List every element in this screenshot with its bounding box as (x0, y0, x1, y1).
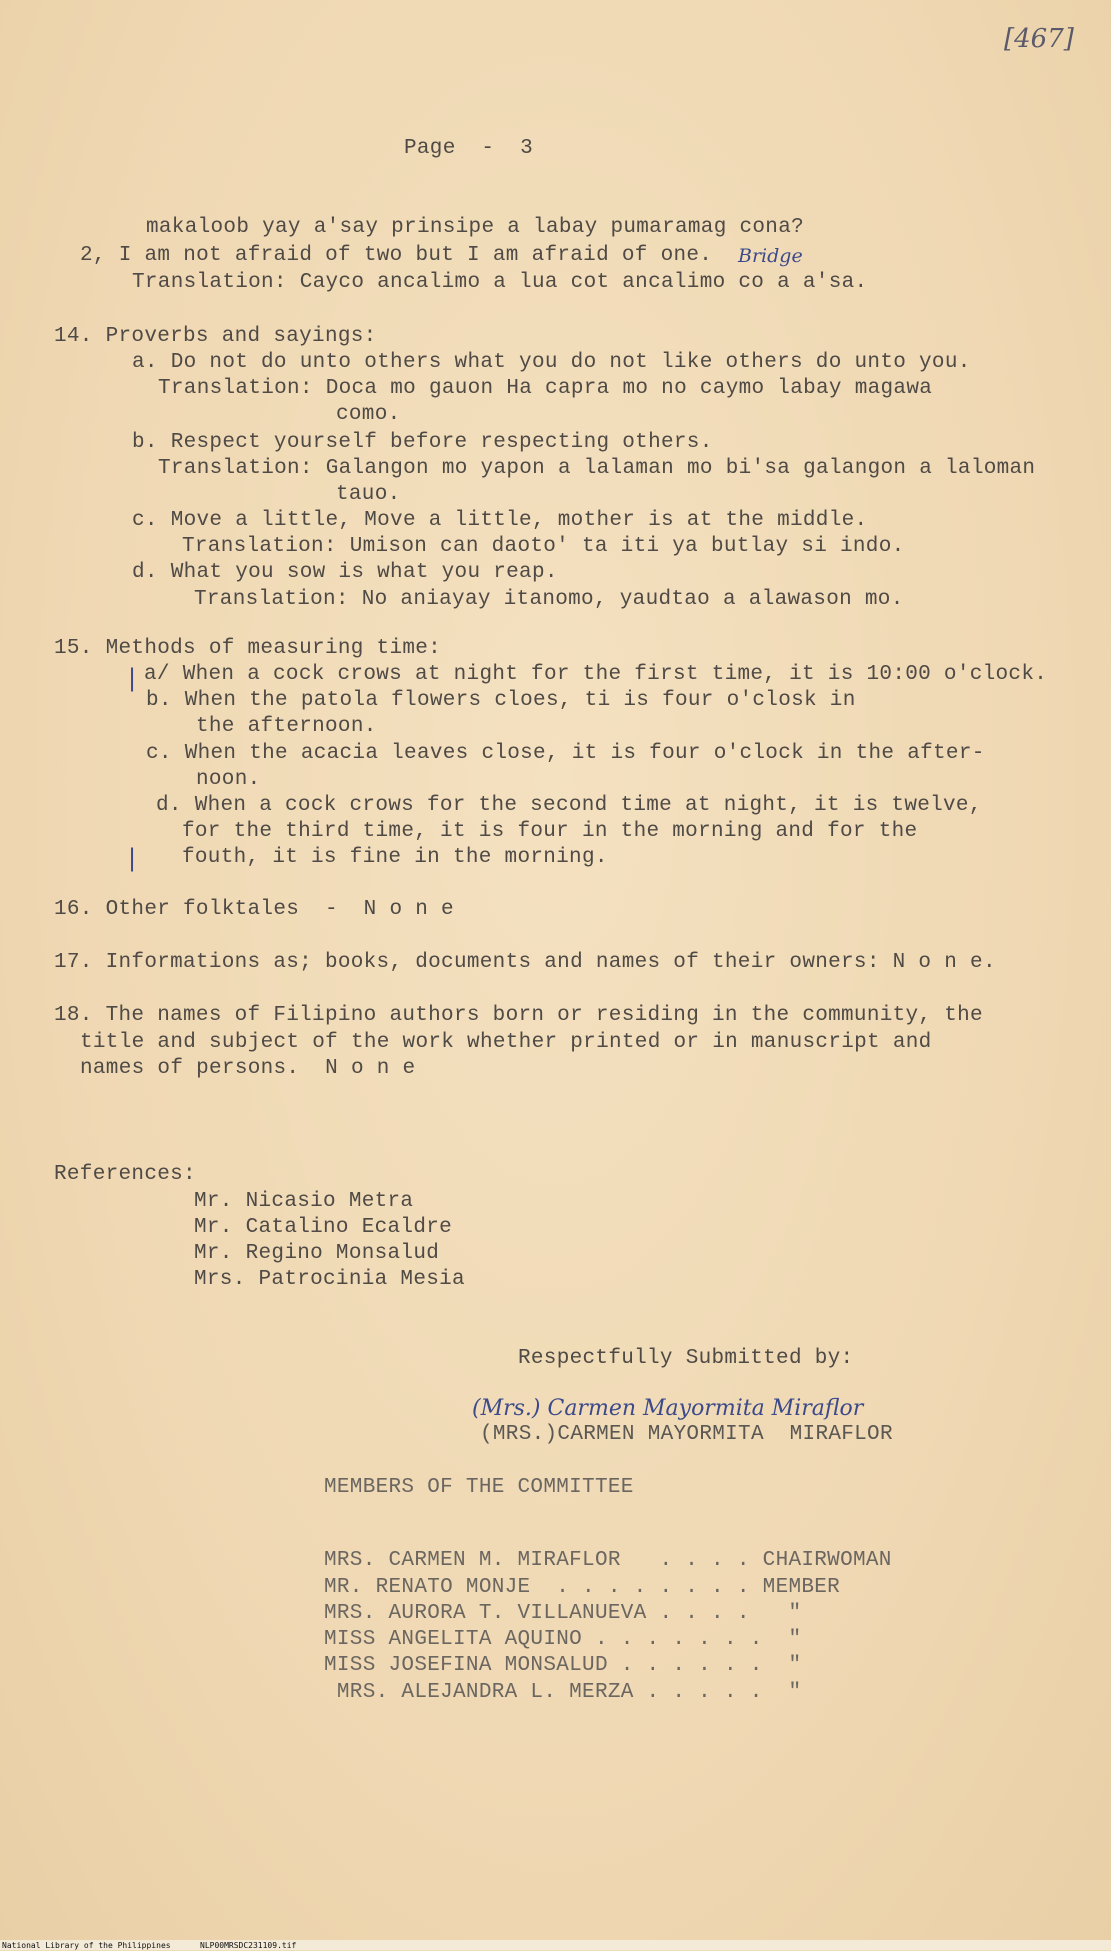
proverb-d-translation: Translation: No aniayay itanomo, yaudtao a alawason mo. (194, 588, 904, 611)
reference-name: Mrs. Patrocinia Mesia (194, 1268, 465, 1291)
time-method-c: c. When the acacia leaves close, it is four o'clock in the after- (146, 742, 985, 765)
margin-bracket-mark: | (128, 664, 137, 692)
committee-row: MR. RENATO MONJE . . . . . . . . MEMBER (324, 1576, 841, 1599)
section-17: 17. Informations as; books, documents and names of their owners: N o n e. (54, 951, 996, 974)
proverb-a-translation-cont: como. (336, 403, 401, 426)
section-18-cont: title and subject of the work whether printed or in manuscript and (80, 1031, 932, 1054)
section-16: 16. Other folktales - N o n e (54, 898, 454, 921)
committee-row: MRS. ALEJANDRA L. MERZA . . . . . " (324, 1681, 802, 1704)
committee-row: MRS. AURORA T. VILLANUEVA . . . . " (324, 1602, 802, 1625)
time-method-d: d. When a cock crows for the second time at night, it is twelve, (156, 794, 982, 817)
proverb-a-translation: Translation: Doca mo gauon Ha capra mo no caymo labay magawa (158, 377, 933, 400)
references-heading: References: (54, 1163, 196, 1186)
committee-heading: MEMBERS OF THE COMMITTEE (324, 1476, 634, 1499)
section-14-heading: 14. Proverbs and sayings: (54, 325, 377, 348)
proverb-c-translation: Translation: Umison can daoto' ta iti ya butlay si indo. (182, 535, 905, 558)
signature: (Mrs.) Carmen Mayormita Miraflor (472, 1396, 864, 1421)
proverb-a: a. Do not do unto others what you do not like others do unto you. (132, 351, 971, 374)
proverb-b-translation-cont: tauo. (336, 483, 401, 506)
reference-name: Mr. Catalino Ecaldre (194, 1216, 453, 1239)
section-18-cont2: names of persons. N o n e (80, 1057, 416, 1080)
proverb-c: c. Move a little, Move a little, mother is at the middle. (132, 509, 868, 532)
reference-name: Mr. Nicasio Metra (194, 1190, 414, 1213)
proverb-b: b. Respect yourself before respecting others. (132, 431, 713, 454)
footer-file-name: NLP00MRSDC231109.tif (200, 1941, 297, 1950)
proverb-b-translation: Translation: Galangon mo yapon a lalaman mo bi'sa galangon a laloman (158, 457, 1036, 480)
committee-row: MISS JOSEFINA MONSALUD . . . . . . " (324, 1654, 802, 1677)
page-header: Page - 3 (404, 137, 534, 160)
reference-name: Mr. Regino Monsalud (194, 1242, 440, 1265)
committee-row: MISS ANGELITA AQUINO . . . . . . . " (324, 1628, 802, 1651)
margin-bracket-mark-lower: | (128, 844, 137, 872)
time-method-c-cont: noon. (196, 768, 261, 791)
time-method-b-cont: the afternoon. (196, 715, 377, 738)
section-15-heading: 15. Methods of measuring time: (54, 637, 442, 660)
footer-library-name: National Library of the Philippines (2, 1941, 171, 1950)
item-2-translation: Translation: Cayco ancalimo a lua cot ancalimo co a a'sa. (132, 271, 868, 294)
proverb-d: d. What you sow is what you reap. (132, 561, 558, 584)
time-method-b: b. When the patola flowers cloes, ti is four o'closk in (146, 689, 856, 712)
time-method-d-cont: for the third time, it is four in the morning and for the (182, 820, 918, 843)
committee-row: MRS. CARMEN M. MIRAFLOR . . . . CHAIRWOMAN (324, 1549, 892, 1572)
item-2-handwritten-note: Bridge (738, 245, 803, 267)
time-method-d-cont2: fouth, it is fine in the morning. (182, 846, 608, 869)
item-2-text: 2, I am not afraid of two but I am afraid of one. (80, 244, 713, 267)
typed-signatory-name: (MRS.)CARMEN MAYORMITA MIRAFLOR (480, 1423, 893, 1446)
time-method-a: a/ When a cock crows at night for the first time, it is 10:00 o'clock. (144, 663, 1048, 686)
submitted-by-label: Respectfully Submitted by: (518, 1347, 854, 1370)
section-18: 18. The names of Filipino authors born or residing in the community, the (54, 1004, 983, 1027)
archive-corner-note: [467] (1004, 24, 1074, 54)
intro-line: makaloob yay a'say prinsipe a labay pumaramag cona? (146, 216, 805, 239)
